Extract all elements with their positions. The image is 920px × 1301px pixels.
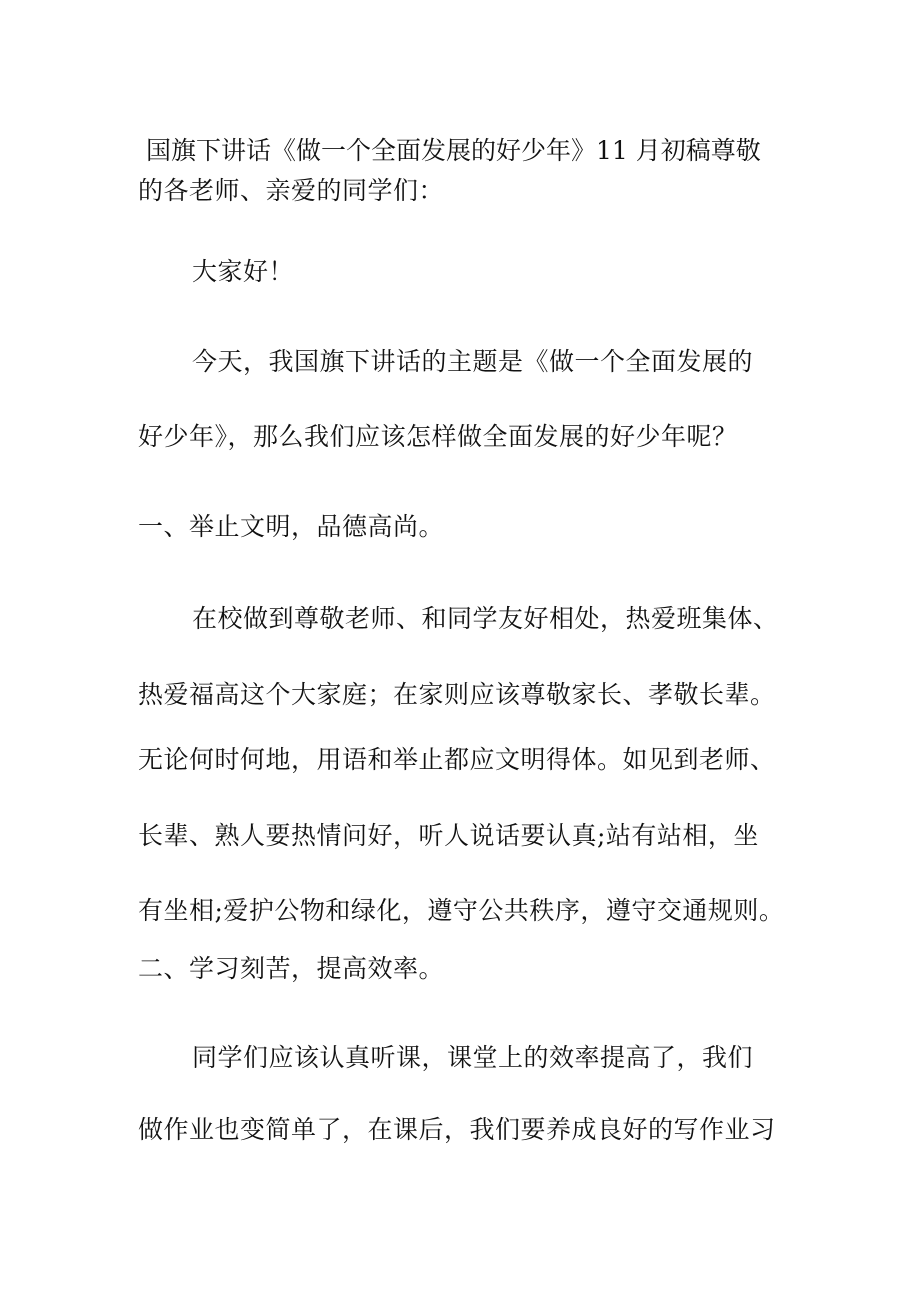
section1-para-line: 在校做到尊敬老师、和同学友好相处，热爱班集体、 — [192, 604, 779, 633]
intro-line-2: 好少年》，那么我们应该怎样做全面发展的好少年呢？ — [138, 422, 738, 451]
section2-para-line: 做作业也变简单了，在课后，我们要养成良好的写作业习 — [138, 1115, 776, 1144]
intro-line-1: 今天，我国旗下讲话的主题是《做一个全面发展的 — [192, 347, 754, 376]
greeting: 大家好！ — [192, 257, 295, 286]
section2-heading: 二、学习刻苦，提高效率。 — [138, 954, 445, 983]
section1-heading: 一、举止文明，品德高尚。 — [138, 512, 445, 541]
section1-para-line: 无论何时何地，用语和举止都应文明得体。如见到老师、 — [138, 745, 776, 774]
title-line-1: 国旗下讲话《做一个全面发展的好少年》11 月初稿尊敬 — [146, 136, 761, 165]
section2-para-line: 同学们应该认真听课，课堂上的效率提高了，我们 — [192, 1043, 754, 1072]
section1-para-line: 有坐相;爱护公物和绿化，遵守公共秩序，遵守交通规则。 — [138, 896, 785, 925]
section1-para-line: 热爱福高这个大家庭；在家则应该尊敬家长、孝敬长辈。 — [138, 680, 776, 709]
section1-para-line: 长辈、熟人要热情问好，听人说话要认真;站有站相，坐 — [138, 821, 759, 850]
title-line-2: 的各老师、亲爱的同学们： — [138, 176, 445, 205]
